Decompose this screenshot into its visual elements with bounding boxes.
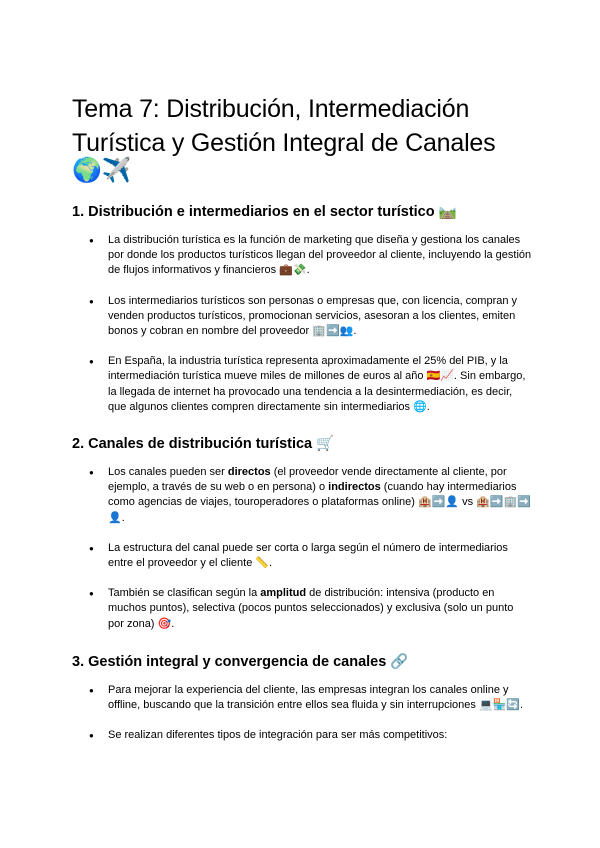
bold-term: indirectos: [328, 481, 381, 494]
page-title: [72, 92, 542, 160]
list-item: ● En España, la industria turística representa aproximadamente el 25% del PIB, y la intermediación turística mueve miles de millones de euros al año 🇪🇸📈. Sin embargo, la llegada de internet ha provocado una tendencia a la desintermediación, es decir, que algunos clientes compren directamente sin intermediarios 🌐.: [72, 354, 532, 415]
title-line-2: Turística y Gestión Integral de Canales: [72, 129, 496, 157]
bold-term: directos: [227, 466, 271, 478]
list-item: ● Para mejorar la experiencia del cliente, las empresas integran los canales online y offline, buscando que la transición entre ellos sea fluida y sin interrupciones 💻🏪🔄.: [72, 683, 532, 713]
list-item: ● Los canales pueden ser directos (el proveedor vende directamente al cliente, por ejemplo, a través de su web o en persona) o indirectos (cuando hay intermediarios como agencias de viajes, touroperadores o plataformas online) 🏨➡️👤 vs 🏨➡️🏢➡️👤.: [72, 465, 532, 526]
section-3-heading: 3. Gestión integral y convergencia de canales 🔗: [72, 654, 409, 670]
section-1-heading: 1. Distribución e intermediarios en el sector turístico 🛤️: [72, 204, 457, 220]
bold-term: amplitud: [260, 587, 307, 600]
globe-airplane-icon: 🌍✈️: [72, 157, 132, 184]
section-2-heading: 2. Canales de distribución turística 🛒: [72, 436, 335, 452]
title-line-1: Tema 7: Distribución, Intermediación: [72, 95, 470, 123]
section-3-list: [72, 683, 532, 744]
list-item: ● Se realizan diferentes tipos de integración para ser más competitivos:: [72, 728, 532, 743]
section-1-list: [72, 233, 532, 415]
list-item: ● Los intermediarios turísticos son personas o empresas que, con licencia, compran y venden productos turísticos, promocionan servicios, asesoran a los clientes, emiten bonos y cobran en nombre del proveedor 🏢➡️👥.: [72, 294, 532, 340]
list-item: ● La distribución turística es la función de marketing que diseña y gestiona los canales por donde los productos turísticos llegan del proveedor al cliente, incluyendo la gestión de flujos informativos y financieros 💼💸.: [72, 233, 532, 279]
list-item: ● También se clasifican según la amplitud de distribución: intensiva (producto en muchos puntos), selectiva (pocos puntos seleccionados) y exclusiva (solo un punto por zona) 🎯.: [72, 586, 532, 632]
list-item: ● La estructura del canal puede ser corta o larga según el número de intermediarios entre el proveedor y el cliente 📏.: [72, 541, 532, 571]
section-2-list: [72, 465, 532, 632]
